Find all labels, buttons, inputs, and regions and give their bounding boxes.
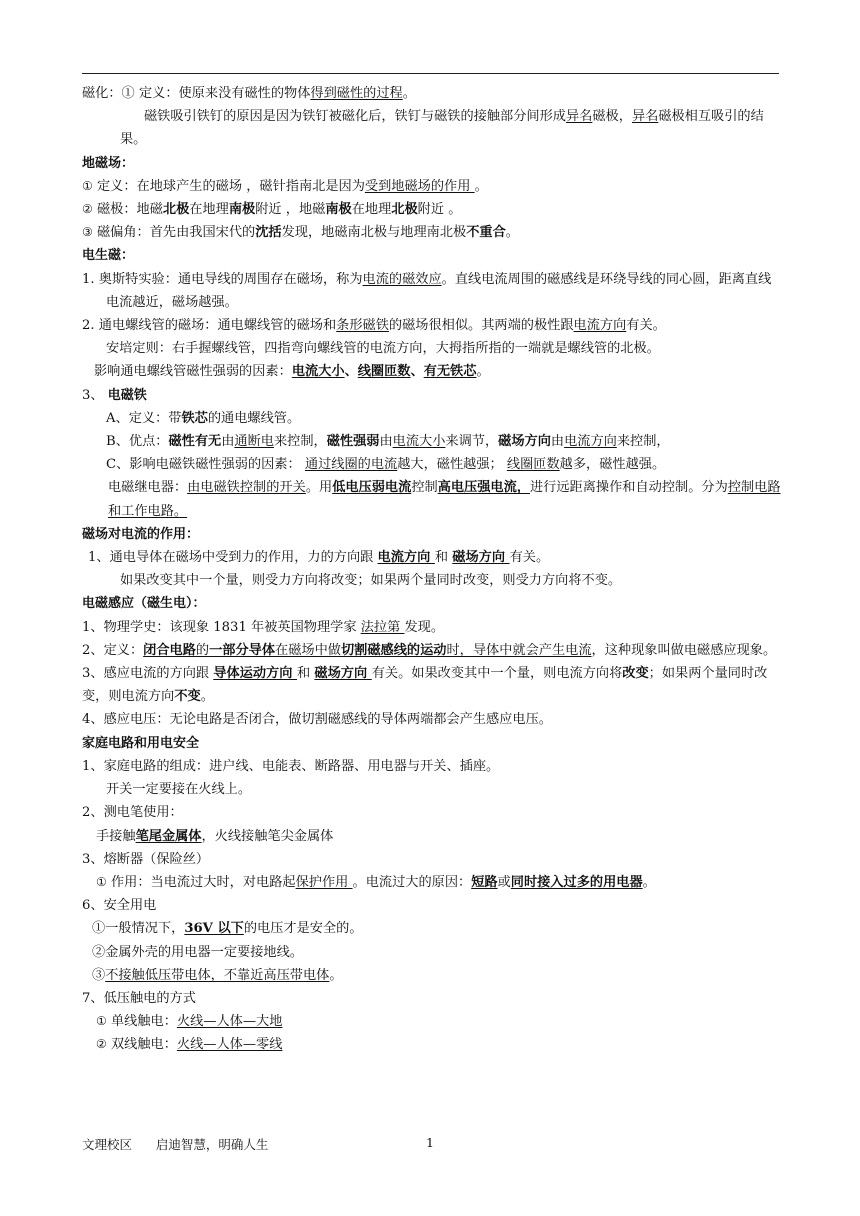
answer-underlined: 线圈匝数	[506, 457, 560, 473]
text: 来控制，	[616, 434, 670, 450]
text: 。	[402, 86, 416, 101]
electromagnet-definition	[82, 407, 782, 430]
answer-bold-underlined: 电流大小	[291, 364, 345, 380]
text: C、影响电磁铁磁性强弱的因素：	[106, 457, 305, 473]
text: 越大，磁性越强；	[397, 457, 507, 473]
answer-bold-underlined: 短路	[471, 874, 498, 890]
test-pen-usage	[82, 825, 782, 848]
text: 有关。	[509, 550, 550, 566]
text: 3、感应电流的方向跟	[82, 666, 214, 682]
text: 由	[550, 434, 565, 450]
section-heading-force-on-current: 磁场对电流的作用：	[82, 526, 200, 542]
text: 越多，磁性越强。	[559, 457, 666, 473]
text: B、优点：	[106, 434, 169, 450]
answer-bold-underlined: 一部分导体	[209, 642, 276, 658]
bold-term: 改变	[622, 666, 649, 682]
geomagnetic-item-3	[82, 221, 782, 244]
answer-underlined: 火线—人体—零线	[176, 1037, 283, 1053]
induction-history	[82, 616, 782, 639]
test-pen-heading: 2、测电笔使用：	[82, 805, 183, 821]
solenoid-field	[82, 314, 782, 337]
text: 、	[410, 364, 424, 380]
bold-term: 南极	[228, 202, 256, 218]
text: 单线触电：	[106, 1014, 177, 1030]
bold-term: 磁性强弱	[326, 434, 380, 450]
answer-bold-underlined: 高电压强电流，	[437, 480, 530, 496]
text: 双线触电：	[106, 1037, 177, 1053]
text: 作用：当电流过大时，对电路起	[106, 874, 296, 890]
force-direction	[82, 546, 782, 569]
answer-underlined: 控制电路和工作电路。	[108, 480, 781, 519]
bold-term: 北极	[391, 202, 418, 218]
answer-underlined: 电流大小	[392, 434, 446, 450]
text: 。	[200, 689, 214, 705]
text: 来控制，	[273, 434, 327, 450]
bold-term: 沈括	[255, 225, 282, 241]
text: 附近 ，地磁	[255, 202, 326, 218]
answer-underlined: 电流的磁效应	[362, 271, 442, 287]
answer-bold-underlined: 36V 以下	[184, 921, 244, 937]
text: 磁极，	[592, 109, 632, 125]
bold-term: 磁性有无	[168, 434, 222, 450]
text: 和	[434, 550, 453, 566]
subheading: 电磁铁	[107, 387, 147, 403]
safety-item-1	[82, 917, 782, 940]
shock-heading: 7、低压触电的方式	[82, 990, 196, 1006]
circled-number: ③	[82, 225, 93, 240]
text: 有关。如果改变其中一个量，则电流方向将	[371, 666, 623, 682]
footer-text: 文理校区 启迪智慧，明确人生	[82, 1137, 269, 1152]
answer-bold-underlined: 笔尾金属体	[135, 828, 202, 844]
bold-term: 北极	[162, 202, 190, 218]
text: 的磁场很相似。其两端的极性跟	[388, 318, 574, 334]
answer-underlined: 异名	[566, 109, 593, 125]
answer-bold-underlined: 有无铁芯	[423, 364, 477, 380]
electromagnet-heading	[82, 384, 782, 407]
text: 。	[476, 364, 490, 380]
fuse-heading: 3、熔断器（保险丝）	[82, 851, 210, 867]
text: 的通电螺线管。	[207, 410, 301, 426]
circled-number: ①	[82, 178, 93, 193]
text: 有关。	[626, 318, 666, 334]
text: 。电流过大的原因：	[352, 874, 472, 890]
induction-direction	[82, 662, 782, 708]
geomagnetic-item-2	[82, 198, 782, 221]
answer-underlined: 得到磁性的过程	[310, 86, 403, 101]
bold-term: 铁芯	[181, 410, 208, 426]
answer-bold-underlined: 线圈匝数	[357, 364, 411, 380]
answer-underlined: 的	[195, 642, 210, 658]
text: 进行远距离操作和自动控制。分为	[530, 480, 728, 496]
text: ①一般情况下，	[92, 921, 185, 937]
header-rule	[82, 73, 779, 74]
induction-voltage: 4、感应电压：无论电路是否闭合，做切割磁感线的导体两端都会产生感应电压。	[82, 712, 552, 728]
text: 磁化：① 定义：使原来没有磁性的物体	[82, 86, 311, 101]
text: ，这种现象叫做电磁感应现象。	[591, 642, 777, 658]
text: 的电压才是安全的。	[243, 921, 363, 937]
text: 电磁继电器：	[108, 480, 188, 496]
text: ③	[92, 967, 106, 983]
bold-term: 不重合	[466, 225, 506, 241]
answer-underlined: 由电磁铁控制的开关	[187, 480, 306, 496]
answer-bold-underlined: 电流方向	[377, 550, 435, 566]
text: 由	[379, 434, 393, 450]
answer-underlined: 保护作用	[295, 874, 353, 890]
answer-underlined: 受到地磁场的作用	[364, 178, 475, 194]
answer-bold-underlined: 磁场方向	[452, 550, 510, 566]
electromagnet-factors	[82, 453, 782, 476]
section-heading-electromagnetism: 电生磁：	[82, 248, 135, 264]
text: 磁偏角：首先由我国宋代的	[92, 225, 256, 241]
answer-bold-underlined: 导体运动方向	[213, 666, 297, 682]
text: 1. 奥斯特实验：通电导线的周围存在磁场，称为	[82, 271, 363, 287]
circled-number: ②	[96, 1037, 107, 1052]
text: 发现，地磁南北极与地理南北极	[281, 225, 467, 241]
text: 附近 。	[417, 202, 462, 218]
answer-underlined: 条形磁铁	[336, 318, 389, 334]
answer-underlined: 电流方向	[573, 318, 627, 334]
answer-underlined: 通过线圈的电流	[304, 457, 398, 473]
circled-number: ②	[82, 202, 93, 217]
bold-term: 南极	[325, 202, 352, 218]
text: 或	[497, 874, 511, 890]
text: 磁极相互吸引的结果。	[120, 109, 764, 148]
circled-number: ①	[96, 874, 107, 889]
text: A、定义：带	[106, 410, 182, 426]
shock-single-line	[82, 1010, 782, 1033]
answer-underlined: 电流方向	[564, 434, 617, 450]
oersted-experiment	[82, 268, 782, 314]
bold-term: 不变	[174, 689, 201, 705]
safety-item-3	[82, 964, 782, 987]
solenoid-factors	[82, 360, 782, 383]
text: 3、	[82, 387, 108, 403]
text: ，火线接触笔尖金属体	[201, 828, 334, 844]
bold-term: 磁场方向	[498, 434, 551, 450]
answer-underlined: 火线—人体—大地	[176, 1014, 283, 1030]
text: 。用	[305, 480, 333, 496]
fuse-function	[82, 871, 782, 894]
section-heading-household: 家庭电路和用电安全	[82, 735, 200, 751]
text: 。直线电流周围的磁感线是环绕导线的同心圆，距离直线电流越近，磁场越强。	[106, 271, 772, 310]
electromagnetic-relay	[82, 476, 782, 522]
text: ；如果两个量同时改变，则电流方向	[82, 666, 768, 705]
text: 磁极：地磁	[92, 202, 163, 218]
text: 。	[474, 178, 488, 194]
text: 1、物理学史：该现象 1831 年被英国物理学家	[82, 619, 361, 635]
answer-bold-underlined: 磁场方向	[314, 666, 372, 682]
ampere-rule: 安培定则：右手握螺线管，四指弯向螺线管的电流方向，大拇指所指的一端就是螺线管的北极。	[106, 341, 660, 357]
answer-bold-underlined: 切割磁感线的运动	[340, 642, 447, 658]
text: 、	[344, 364, 358, 380]
household-composition: 1、家庭电路的组成：进户线、电能表、断路器、用电器与开关、插座。	[82, 758, 500, 774]
switch-note: 开关一定要接在火线上。	[106, 782, 252, 798]
text: 定义：在地球产生的磁场 ，磁针指南北是因为	[92, 178, 365, 194]
force-direction-note: 如果改变其中一个量，则受力方向将改变；如果两个量同时改变，则受力方向将不变。	[120, 573, 622, 589]
answer-underlined: 时，导体中就会产生电流	[446, 642, 592, 658]
electromagnet-advantages	[82, 430, 782, 453]
document-body	[82, 82, 782, 1057]
text: 2. 通电螺线管的磁场：通电螺线管的磁场和	[82, 318, 337, 334]
text: 1、通电导体在磁场中受到力的作用，力的方向跟	[88, 550, 378, 566]
text: 发现。	[404, 619, 445, 635]
answer-underlined: 异名	[631, 109, 659, 125]
answer-underlined: 通断电	[234, 434, 274, 450]
answer-underlined: 不接触低压带电体，不靠近高压带电体	[105, 967, 330, 983]
safety-item-2: ②金属外壳的用电器一定要接地线。	[92, 944, 303, 960]
answer-underlined: 在磁场中做	[275, 642, 341, 658]
safety-heading: 6、安全用电	[82, 898, 157, 914]
shock-double-line	[82, 1033, 782, 1056]
text: 影响通电螺线管磁性强弱的因素：	[94, 364, 292, 380]
geomagnetic-item-1	[82, 175, 782, 198]
induction-definition	[82, 639, 782, 662]
section-heading-geomagnetic: 地磁场：	[82, 155, 135, 171]
text: 。	[329, 967, 343, 983]
text: 在地理	[189, 202, 229, 218]
answer-bold-underlined: 同时接入过多的用电器	[510, 874, 643, 890]
answer-underlined: 法拉第	[360, 619, 405, 635]
page-number: 1	[426, 1135, 434, 1150]
text: 磁铁吸引铁钉的原因是因为铁钉被磁化后，铁钉与磁铁的接触部分间形成	[144, 109, 566, 125]
text: 和	[297, 666, 315, 682]
magnetization-explanation	[82, 105, 782, 151]
answer-bold-underlined: 低电压弱电流	[332, 480, 412, 496]
text: 由	[221, 434, 235, 450]
circled-number: ①	[96, 1014, 107, 1029]
magnetization-definition	[82, 82, 782, 105]
text: 。	[505, 225, 519, 241]
text: 在地理	[351, 202, 392, 218]
section-heading-induction: 电磁感应（磁生电）：	[82, 596, 206, 612]
answer-bold-underlined: 闭合电路	[143, 642, 196, 658]
text: 控制	[411, 480, 438, 496]
text: 2、定义：	[82, 642, 144, 658]
text: 来调节，	[445, 434, 499, 450]
text: 手接触	[96, 828, 136, 844]
text: 。	[642, 874, 656, 890]
